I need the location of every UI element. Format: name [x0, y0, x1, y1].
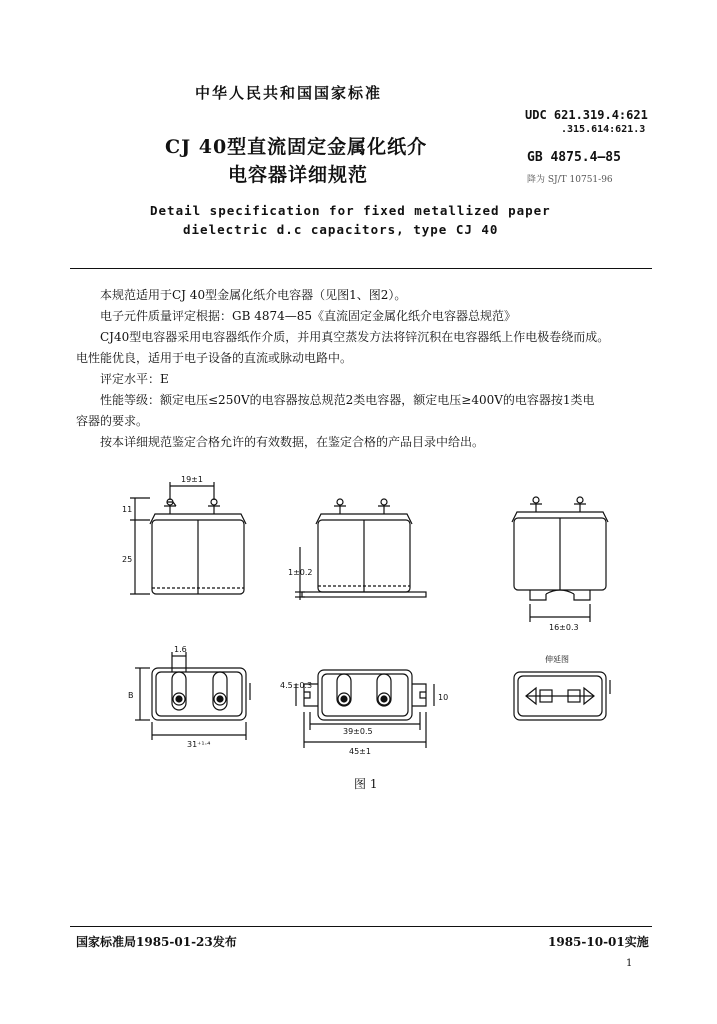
paragraph-construction-cont: 电性能优良，适用于电子设备的直流或脉动电路中。: [76, 351, 353, 365]
dim-11: 11: [122, 505, 133, 514]
udc-code-line-1: UDC 621.319.4:621: [525, 108, 648, 122]
title-line-1: CJ 40型直流固定金属化纸介: [165, 136, 428, 158]
english-title-line-2: dielectric d.c capacitors, type CJ 40: [183, 222, 499, 237]
effective-date: 1985-10-01实施: [548, 935, 649, 949]
dim-1-6: 1.6: [174, 645, 187, 654]
inset-label: 伸延图: [545, 655, 569, 664]
paragraph-performance-class: 性能等级：额定电压≤250V的电容器按总规范2类电容器，额定电压≥400V的电容器按1类电: [100, 393, 595, 407]
capacitor-top-view-1: [135, 652, 250, 740]
english-title-line-1: Detail specification for fixed metallized paper: [150, 203, 551, 218]
dim-b: B: [128, 691, 134, 700]
figure-caption: 图 1: [354, 777, 378, 791]
paragraph-performance-class-cont: 容器的要求。: [76, 414, 149, 428]
paragraph-assessment-level: 评定水平：E: [100, 372, 169, 386]
dim-4-5: 4.5±0.3: [280, 681, 313, 690]
dim-39: 39±0.5: [343, 727, 373, 736]
gb-number: GB 4875.4—85: [527, 150, 621, 165]
paragraph-construction: CJ40型电容器采用电容器纸作介质，并用真空蒸发方法将锌沉积在电容器纸上作电极卷绕而成。: [100, 330, 610, 344]
paragraph-scope: 本规范适用于CJ 40型金属化纸介电容器（见图1、图2）。: [100, 288, 407, 302]
reclassification-note: 降为 SJ/T 10751-96: [527, 175, 613, 185]
udc-code-line-2: .315.614:621.3: [561, 124, 646, 135]
dim-19: 19±1: [181, 475, 203, 484]
national-standard-heading: 中华人民共和国国家标准: [195, 84, 383, 102]
capacitor-front-view-2: [295, 499, 426, 600]
paragraph-approval-data: 按本详细规范鉴定合格允许的有效数据，在鉴定合格的产品目录中给出。: [100, 435, 485, 449]
issued-date: 国家标准局1985-01-23发布: [76, 935, 237, 949]
page-number: 1: [626, 958, 633, 969]
title-line-2: 电容器详细规范: [228, 164, 369, 186]
footer-rule: [70, 926, 652, 927]
dim-45: 45±1: [349, 747, 371, 756]
paragraph-assessment-basis: 电子元件质量评定根据：GB 4874—85《直流固定金属化纸介电容器总规范》: [100, 309, 517, 323]
capacitor-front-view-1: [130, 482, 246, 594]
dim-25: 25: [122, 555, 133, 564]
capacitor-top-view-2: [296, 670, 434, 748]
dimension-labels: [122, 475, 579, 756]
capacitor-side-view: [512, 497, 608, 622]
dim-1: 1±0.2: [288, 568, 313, 577]
dim-10: 10: [438, 693, 449, 702]
dim-31: 31⁺¹·⁴: [187, 740, 211, 749]
dim-16: 16±0.3: [549, 623, 579, 632]
capacitor-inset-view: [514, 672, 610, 720]
